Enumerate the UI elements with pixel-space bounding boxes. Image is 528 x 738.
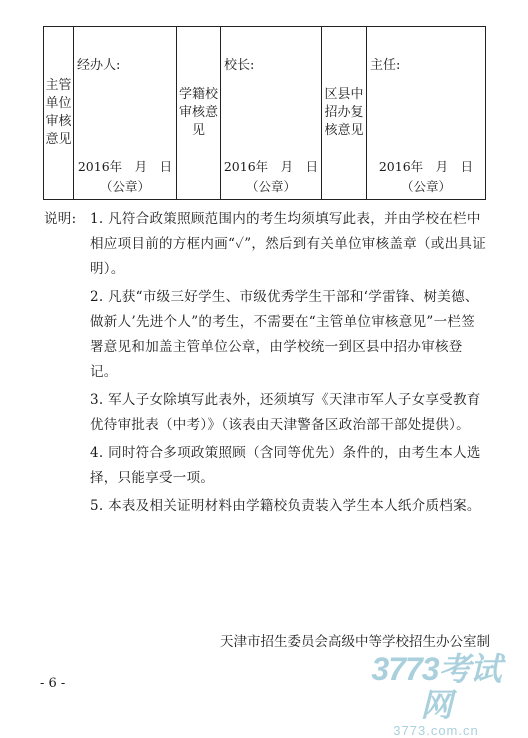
date-line: 2016年 月 日 xyxy=(378,159,474,174)
issuer-line: 天津市招生委员会高级中等学校招生办公室制 xyxy=(220,634,490,650)
principal-label: 校长: xyxy=(224,58,255,73)
page-number: - 6 - xyxy=(40,676,66,691)
school-signature-cell xyxy=(221,27,322,200)
seal-label: （公章） xyxy=(99,179,150,194)
seal-label: （公章） xyxy=(245,179,296,194)
school-review-header: 学籍校审核意见 xyxy=(177,27,221,200)
watermark-logo xyxy=(358,651,514,738)
note-item: 4. 同时符合多项政策照顾（含同等优先）条件的，由考生本人选择，只能享受一项。 xyxy=(90,445,481,486)
watermark-url: 3773.com.cn xyxy=(393,723,479,738)
district-signature-cell xyxy=(367,27,486,200)
note-item: 5. 本表及相关证明材料由学籍校负责装入学生本人纸介质档案。 xyxy=(90,498,481,514)
watermark-logo-text: 3773考试网 xyxy=(371,651,501,723)
notes-lead: 说明: xyxy=(44,211,77,227)
seal-label: （公章） xyxy=(400,179,451,194)
approval-table xyxy=(43,26,486,200)
supervisor-signature-cell xyxy=(74,27,177,200)
date-line: 2016年 月 日 xyxy=(77,159,173,174)
handler-label: 经办人: xyxy=(77,58,121,73)
supervisor-review-header: 主管单位审核意见 xyxy=(44,27,74,200)
note-item: 3. 军人子女除填写此表外，还须填写《天津市军人子女享受教育优待审批表（中考）》（该表由天津警备区政治部干部处提供）。 xyxy=(90,392,481,433)
date-line: 2016年 月 日 xyxy=(223,159,319,174)
director-label: 主任: xyxy=(370,58,401,73)
note-item: 说明: 1. 凡符合政策照顾范围内的考生均须填写此表，并由学校在栏中相应项目前的方框内画“✓”，然后到有关单位审核盖章（或出具证明）。 xyxy=(44,207,486,282)
note-item: 2. 凡获“市级三好学生、市级优秀学生干部和‘学雷锋、树美德、做新人’先进个人”的考生，不需要在“主管单位审核意见”一栏签署意见和加盖主管单位公章，由学校统一到区县中招办审核登记。 xyxy=(90,289,479,380)
district-review-header: 区县中招办复核意见 xyxy=(322,27,367,200)
instructions xyxy=(44,207,486,522)
